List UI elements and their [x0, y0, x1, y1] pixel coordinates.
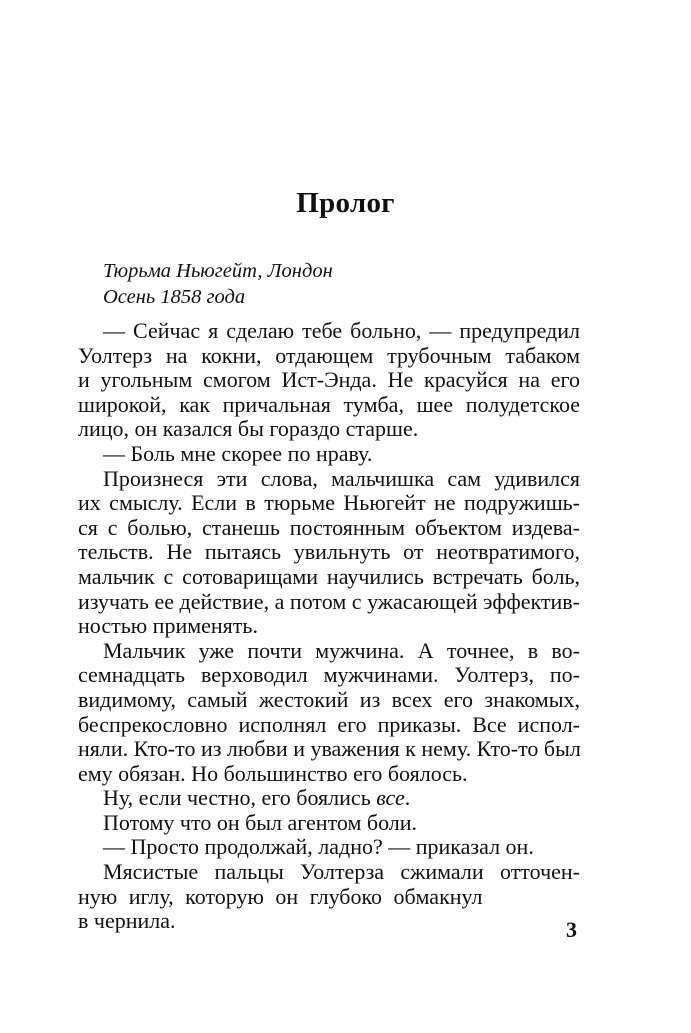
- text-line: широкой, как причальная тумба, шее полудетское: [78, 391, 580, 417]
- text-line: Мальчик уже почти мужчина. А точнее, в во-: [103, 637, 580, 663]
- text-line: Уолтерз на кокни, отдающем трубочным табаком: [78, 342, 580, 368]
- text-line: лицо, он казался бы гораздо старше.: [78, 416, 419, 442]
- epigraph-place: Тюрьма Ньюгейт, Лондон: [103, 260, 333, 282]
- text-line: беспрекословно исполнял его приказы. Все испол-: [78, 711, 580, 737]
- text-line: — Сейчас я сделаю тебе больно, — предупредил: [103, 318, 580, 343]
- italic-emphasis: все: [376, 785, 405, 811]
- text-line: Произнеся эти слова, мальчишка сам удивился: [103, 465, 580, 491]
- text-span: .: [404, 785, 411, 811]
- epigraph: [103, 259, 333, 310]
- page-number: 3: [566, 917, 577, 942]
- text-line: мальчик с сотоварищами научились встречать боль,: [78, 563, 580, 589]
- body-text: [78, 319, 580, 934]
- text-line: в чернила.: [78, 908, 176, 934]
- text-line: их смыслу. Если в тюрьме Ньюгейт не подружишь-: [78, 490, 580, 516]
- text-line: ностью применять.: [78, 613, 258, 639]
- text-line: ся с болью, станешь постоянным объектом издева-: [78, 514, 580, 540]
- text-line: ную иглу, которую он глубоко обмакнул: [78, 883, 483, 909]
- text-line: видимому, самый жестокий из всех его знакомых,: [78, 686, 580, 712]
- text-line: Мясистые пальцы Уолтерза сжимали отточен-: [103, 859, 580, 885]
- text-line: няли. Кто-то из любви и уважения к нему. Кто-то был: [78, 736, 581, 762]
- text-line: [78, 786, 580, 811]
- text-line: Потому что он был агентом боли.: [103, 809, 418, 835]
- text-line: изучать ее действие, а потом с ужасающей эффектив-: [78, 588, 580, 614]
- text-line: — Боль мне скорее по нраву.: [103, 440, 373, 466]
- chapter-title: Пролог: [296, 187, 395, 219]
- epigraph-date: Осень 1858 года: [103, 285, 246, 308]
- text-line: ему обязан. Но большинство его боялось.: [78, 760, 468, 786]
- text-line: тельств. Не пытаясь увильнуть от неотвратимого,: [78, 539, 580, 565]
- text-line: и угольным смогом Ист-Энда. Не красуйся на его: [78, 367, 580, 393]
- text-line: — Просто продолжай, ладно? — приказал он.: [103, 834, 534, 860]
- text-span: Ну, если честно, его боялись: [103, 785, 371, 811]
- text-line: семнадцать верховодил мужчинами. Уолтерз, по-: [78, 662, 580, 688]
